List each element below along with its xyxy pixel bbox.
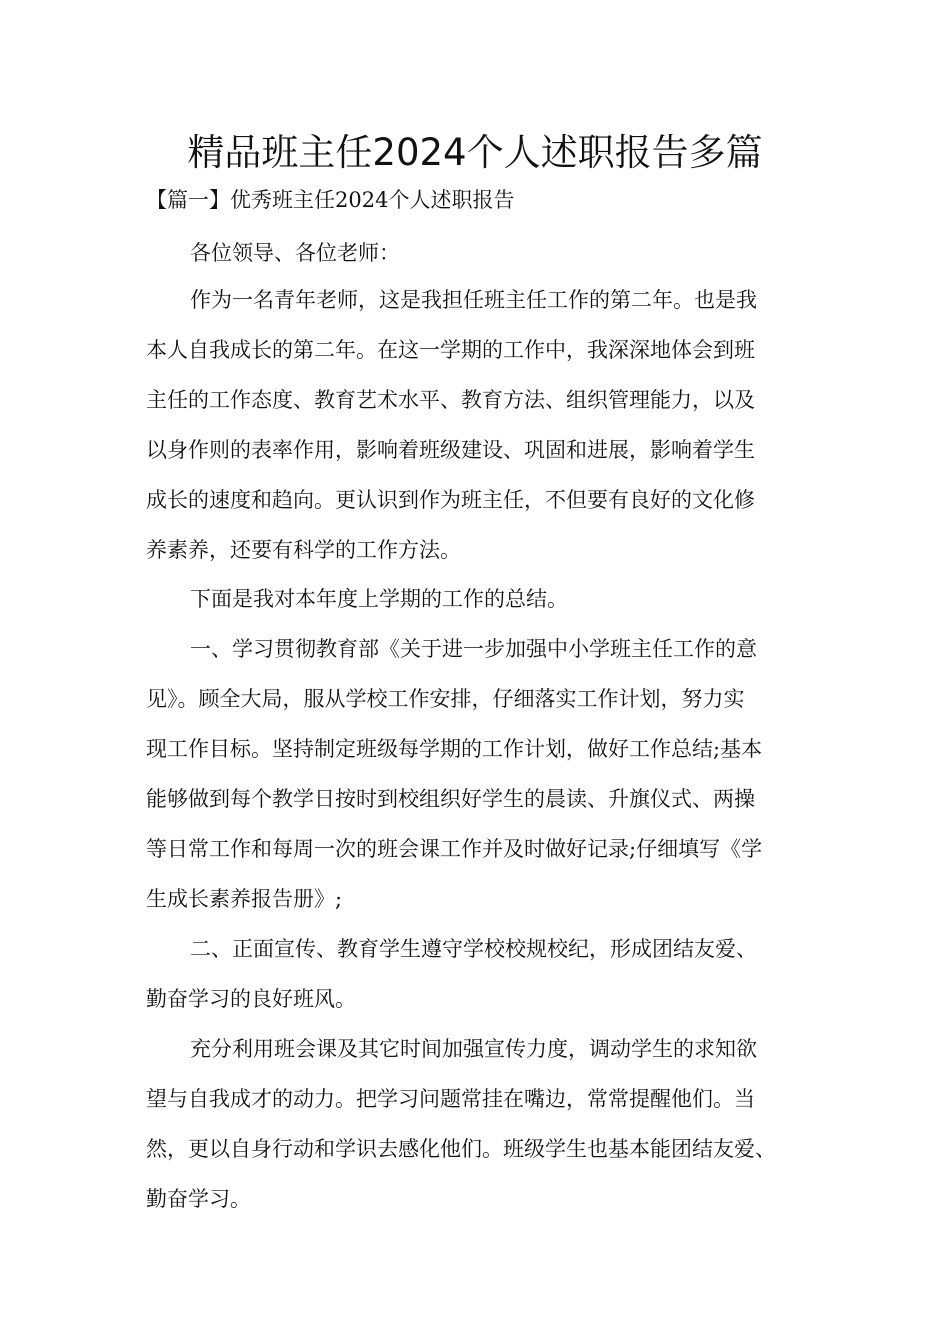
paragraph-line: 然，更以自身行动和学识去感化他们。班级学生也基本能团结友爱、 xyxy=(146,1137,776,1161)
paragraph-line: 勤奋学习的良好班风。 xyxy=(146,987,356,1011)
salutation: 各位领导、各位老师： xyxy=(190,241,400,265)
paragraph-5 xyxy=(146,1024,814,1224)
paragraph-line: 充分利用班会课及其它时间加强宣传力度，调动学生的求知欲 xyxy=(190,1037,757,1061)
paragraph-line: 养素养，还要有科学的工作方法。 xyxy=(146,538,461,562)
paragraph-3 xyxy=(146,624,814,924)
paragraph-line: 下面是我对本年度上学期的工作的总结。 xyxy=(190,587,568,611)
paragraph-line: 能够做到每个教学日按时到校组织好学生的晨读、升旗仪式、两操 xyxy=(146,787,755,811)
paragraph-line: 现工作目标。坚持制定班级每学期的工作计划，做好工作总结;基本 xyxy=(146,737,763,761)
paragraph-line: 见》。顾全大局，服从学校工作安排，仔细落实工作计划，努力实 xyxy=(146,687,745,711)
paragraph-line: 主任的工作态度、教育艺术水平、教育方法、组织管理能力，以及 xyxy=(146,388,755,412)
paragraph-line: 本人自我成长的第二年。在这一学期的工作中，我深深地体会到班 xyxy=(146,338,755,362)
paragraph-line: 等日常工作和每周一次的班会课工作并及时做好记录;仔细填写《学 xyxy=(146,837,763,861)
document-title: 精品班主任2024个人述职报告多篇 xyxy=(187,131,763,174)
paragraph-line: 一、学习贯彻教育部《关于进一步加强中小学班主任工作的意 xyxy=(190,637,757,661)
paragraph-line: 二、正面宣传、教育学生遵守学校校规校纪，形成团结友爱、 xyxy=(190,937,757,961)
paragraph-line: 成长的速度和趋向。更认识到作为班主任，不但要有良好的文化修 xyxy=(146,488,755,512)
paragraph-line: 望与自我成才的动力。把学习问题常挂在嘴边，常常提醒他们。当 xyxy=(146,1087,755,1111)
paragraph-line: 作为一名青年老师，这是我担任班主任工作的第二年。也是我 xyxy=(190,288,757,312)
paragraph-4 xyxy=(146,924,814,1024)
section-heading: 【篇一】优秀班主任2024个人述职报告 xyxy=(146,188,515,212)
paragraph-line: 生成长素养报告册》; xyxy=(146,887,343,911)
paragraph-2 xyxy=(146,574,814,624)
paragraph-line: 以身作则的表率作用，影响着班级建设、巩固和进展，影响着学生 xyxy=(146,438,755,462)
paragraph-1 xyxy=(146,275,814,575)
paragraph-line: 勤奋学习。 xyxy=(146,1187,251,1211)
